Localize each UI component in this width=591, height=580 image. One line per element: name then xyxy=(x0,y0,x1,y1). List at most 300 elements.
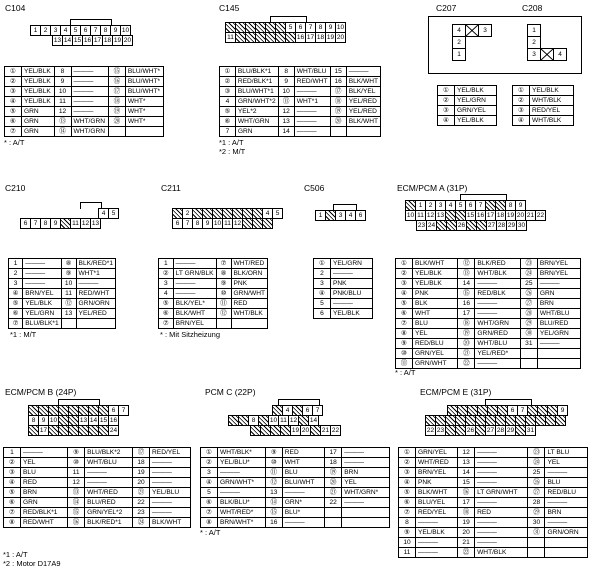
pin-cavity: 11 xyxy=(222,218,233,229)
pin-row xyxy=(396,349,581,359)
wire-color: ——— xyxy=(218,488,266,498)
wire-color: PNK/BLU xyxy=(331,289,373,299)
wire-color: ——— xyxy=(346,67,380,77)
pin-number: ㉗ xyxy=(520,299,537,309)
pin-row xyxy=(438,106,497,116)
pin-number: ⑯ xyxy=(108,77,125,87)
pin-number: ⑨ xyxy=(216,279,231,289)
pin-number: ⑳ xyxy=(325,478,342,488)
pin-cavity: 1 xyxy=(415,200,426,211)
pin-number: ⑤ xyxy=(9,299,23,309)
wire-color: ——— xyxy=(475,538,528,548)
pin-cavity: 3 xyxy=(527,48,541,61)
wire-color: BLU/WHT* xyxy=(125,87,163,97)
pin-cavity: 9 xyxy=(325,22,336,33)
wire-color: ——— xyxy=(71,77,108,87)
pin-number: 19 xyxy=(458,518,475,528)
pin-cavity: 13 xyxy=(53,37,62,44)
pin-number: 8 xyxy=(399,518,416,528)
pin-number: 4 xyxy=(220,97,236,107)
pin-row xyxy=(159,309,268,319)
pin-cavity: 27 xyxy=(486,427,495,434)
pin-number: 16 xyxy=(330,77,346,87)
pin-number: ⑧ xyxy=(396,329,413,339)
pin-cavity: 4 xyxy=(445,200,456,211)
pin-number: ③ xyxy=(5,87,22,97)
pin-number: 13 xyxy=(278,117,294,127)
pin-cavity: 19 xyxy=(506,212,515,219)
pin-row xyxy=(4,508,191,518)
wire-color: PNK xyxy=(331,279,373,289)
pin-row xyxy=(399,488,588,498)
pin-cavity: 15 xyxy=(466,212,475,219)
pin-row xyxy=(438,116,497,126)
wire-color: YEL/RED xyxy=(346,107,380,117)
pin-number: 2 xyxy=(9,269,23,279)
wire-color: WHT xyxy=(413,309,458,319)
pin-number: 8 xyxy=(54,67,71,77)
ecma-connector-face xyxy=(405,200,545,230)
pin-row xyxy=(314,279,373,289)
wire-color: BRN/YEL xyxy=(537,259,580,269)
pin-number: ⑨ xyxy=(396,339,413,349)
pin-cavity: 11 xyxy=(70,218,81,229)
wire-color: BRN xyxy=(537,299,580,309)
pin-number: ⑨ xyxy=(399,528,416,538)
pcmc-notes xyxy=(200,528,220,537)
pin-number: ㉛ xyxy=(528,528,545,538)
pin-cavity: 6 xyxy=(355,210,366,221)
wire-color: ——— xyxy=(475,359,520,369)
wire-color: YEL/GRN xyxy=(331,259,373,269)
pin-number: 2 xyxy=(314,269,331,279)
pin-number: 30 xyxy=(528,518,545,528)
pin-number: ⑮ xyxy=(68,508,85,518)
pin-number: 3 xyxy=(201,468,218,478)
wire-color: WHT/BLK xyxy=(530,116,574,126)
wire-color: BRN/WHT* xyxy=(218,518,266,528)
c104-notes xyxy=(4,138,24,147)
wire-color: ——— xyxy=(282,518,324,528)
pin-cavity: 3 xyxy=(50,25,61,36)
pin-number: ⑱ xyxy=(330,97,346,107)
wire-color: YEL/BLK xyxy=(22,77,55,87)
wire-color: WHT/RED xyxy=(85,488,133,498)
pin-row xyxy=(220,97,381,107)
ecma-title: ECM/PCM A (31P) xyxy=(397,183,468,193)
pin-cavity: 21 xyxy=(526,212,535,219)
pin-cavity: 9 xyxy=(515,200,526,211)
pin-number: ⑰ xyxy=(133,448,150,458)
wire-color: WHT* xyxy=(125,107,163,117)
pin-number: ⑯ xyxy=(68,518,85,528)
pin-number xyxy=(520,349,537,359)
wire-color: YEL/BLK xyxy=(455,86,497,96)
wire-color: ——— xyxy=(76,279,115,289)
pin-number: ④ xyxy=(5,97,22,107)
pin-cavity: 9 xyxy=(202,218,213,229)
pin-number: ⑨ xyxy=(68,448,85,458)
pin-number: 18 xyxy=(325,458,342,468)
wire-color: GRN/YEL xyxy=(416,448,458,458)
pin-cavity: 7 xyxy=(30,218,41,229)
ecma-pin-table xyxy=(395,258,581,369)
pin-number: ① xyxy=(438,86,455,96)
pin-cavity: 26 xyxy=(466,427,475,434)
pin-row xyxy=(314,289,373,299)
pin-number: 13 xyxy=(265,488,282,498)
c208-pin-table xyxy=(512,85,574,126)
wire-color: ——— xyxy=(150,508,191,518)
c210-notes xyxy=(10,330,36,339)
wire-color: GRN xyxy=(21,498,68,508)
wire-color: WHT/GRN* xyxy=(342,488,390,498)
pin-row xyxy=(159,299,268,309)
pin-row xyxy=(4,478,191,488)
wire-color: GRN/RED xyxy=(475,329,520,339)
wire-color: WHT/BLU xyxy=(294,67,330,77)
pin-cavity: 14 xyxy=(89,417,98,424)
pin-row xyxy=(314,259,373,269)
wire-color: BLU/WHT*1 xyxy=(235,87,278,97)
c210-title: C210 xyxy=(5,183,26,193)
c207-title: C207 xyxy=(436,3,457,13)
connector-lock-tab xyxy=(485,399,532,406)
wire-color: GRN* xyxy=(282,498,324,508)
wire-color xyxy=(537,359,580,369)
pin-number: 1 xyxy=(159,259,174,269)
pin-cavity: 9 xyxy=(50,218,61,229)
pin-number: ⑫ xyxy=(458,259,475,269)
pin-number: ⑲ xyxy=(108,107,125,117)
wire-color: ——— xyxy=(475,458,528,468)
pin-number: ㉙ xyxy=(528,508,545,518)
pin-number: 11 xyxy=(54,97,71,107)
wire-color: BRN/YEL xyxy=(416,468,458,478)
wire-color: BRN xyxy=(342,468,390,478)
pin-number: 8 xyxy=(278,67,294,77)
pin-cavity: 4 xyxy=(452,24,466,37)
pin-cavity: 7 xyxy=(182,218,193,229)
pin-number: 22 xyxy=(325,498,342,508)
wire-color: ——— xyxy=(331,299,373,309)
pin-cavity: 1 xyxy=(527,24,541,37)
pin-number: ⑥ xyxy=(5,117,22,127)
pin-cavity: 4 xyxy=(262,208,273,219)
footnote: *2 : Motor D17A9 xyxy=(3,559,61,568)
empty-cavity xyxy=(555,415,566,426)
pin-row xyxy=(5,117,164,127)
connector-lock-tab xyxy=(278,399,320,406)
pin-cavity: 10 xyxy=(49,417,58,424)
wire-color: ——— xyxy=(23,269,61,279)
pin-number: 9 xyxy=(54,77,71,87)
pin-cavity: 8 xyxy=(248,415,259,426)
pin-number: ㉑ xyxy=(133,488,150,498)
wire-color: BRN/YEL xyxy=(537,269,580,279)
pin-number: ⑥ xyxy=(399,498,416,508)
wire-color: RED/BLK xyxy=(475,289,520,299)
pin-cavity: 14 xyxy=(309,417,318,424)
pin-number: 28 xyxy=(528,498,545,508)
pin-cavity: 20 xyxy=(336,34,345,41)
wire-color: YEL/BLK xyxy=(22,67,55,77)
wire-color: ——— xyxy=(475,448,528,458)
pin-cavity: 5 xyxy=(70,25,81,36)
wire-color: GRN xyxy=(537,289,580,299)
pin-row xyxy=(399,498,588,508)
wire-color: BLU xyxy=(21,468,68,478)
pin-cavity: 17 xyxy=(93,37,102,44)
pin-cavity: 8 xyxy=(505,200,516,211)
pin-cavity: 8 xyxy=(192,218,203,229)
pin-number: 6 xyxy=(314,309,331,319)
ecme-connector-face xyxy=(425,405,567,435)
pin-cavity: 7 xyxy=(90,25,101,36)
pin-number: ㉖ xyxy=(528,478,545,488)
wire-color: ——— xyxy=(342,458,390,468)
wire-color: RED/BLK*1 xyxy=(235,77,278,87)
wire-color: YEL/BLK xyxy=(455,116,497,126)
pin-row xyxy=(159,269,268,279)
wire-color: ——— xyxy=(475,468,528,478)
pin-row xyxy=(220,67,381,77)
wire-color: ——— xyxy=(150,498,191,508)
wire-color: ——— xyxy=(23,279,61,289)
pin-number: ⑦ xyxy=(216,259,231,269)
wire-color xyxy=(545,548,588,558)
wire-color: ——— xyxy=(537,279,580,289)
pin-row xyxy=(201,468,390,478)
pin-row xyxy=(9,309,116,319)
pin-row xyxy=(159,289,268,299)
wire-color: ——— xyxy=(85,478,133,488)
wire-color: WHT/BLK* xyxy=(218,448,266,458)
pin-cavity: 12 xyxy=(81,220,90,227)
c506-title: C506 xyxy=(304,183,325,193)
pin-number: ⑧ xyxy=(4,518,21,528)
pin-number: 17 xyxy=(458,498,475,508)
wire-color: ——— xyxy=(218,468,266,478)
pin-number: ④ xyxy=(513,116,530,126)
pin-number: ④ xyxy=(438,116,455,126)
pin-number: ㉙ xyxy=(520,319,537,329)
wire-color: BLK/WHT xyxy=(416,488,458,498)
footnote: *1 : M/T xyxy=(10,330,37,339)
pin-cavity: 29 xyxy=(507,222,516,229)
connector-lock-tab xyxy=(58,399,100,406)
pin-row xyxy=(396,309,581,319)
wire-color: ——— xyxy=(537,339,580,349)
pin-row xyxy=(201,478,390,488)
wire-color: RED/YEL xyxy=(530,106,574,116)
wire-color: LT GRN/WHT xyxy=(475,488,528,498)
wire-color: BLU xyxy=(413,319,458,329)
blocked-cavity xyxy=(465,24,479,37)
wire-color: WHT/RED xyxy=(231,259,268,269)
wire-color: YEL/BLK xyxy=(416,528,458,538)
pin-row xyxy=(220,87,381,97)
pin-number: 10 xyxy=(61,279,76,289)
pin-cavity: 5 xyxy=(108,208,119,219)
pin-cavity: 6 xyxy=(507,405,518,416)
wire-color: BLK/RED*1 xyxy=(76,259,115,269)
wire-color: BRN/YEL xyxy=(23,289,61,299)
connector-lock-tab xyxy=(460,194,507,201)
pin-number: ⑥ xyxy=(220,117,236,127)
pin-row xyxy=(396,269,581,279)
wire-color: ——— xyxy=(331,269,373,279)
pin-cavity: 18 xyxy=(496,212,505,219)
wire-color: BLK/WHT xyxy=(346,117,380,127)
wire-color: GRN/WHT*2 xyxy=(235,97,278,107)
pin-number: ① xyxy=(201,448,218,458)
pin-cavity: 3 xyxy=(335,210,346,221)
pin-number: ③ xyxy=(513,106,530,116)
pin-cavity: 21 xyxy=(321,427,330,434)
wire-color: YEL/BLU* xyxy=(218,458,266,468)
ecme-title: ECM/PCM E (31P) xyxy=(420,387,492,397)
c211-notes xyxy=(160,330,220,339)
pin-number: 3 xyxy=(159,279,174,289)
pin-cavity: 19 xyxy=(113,37,122,44)
pin-cavity: 9 xyxy=(110,25,121,36)
wire-color: GRN/ORN xyxy=(545,528,588,538)
wire-color: BLK/ORN xyxy=(231,269,268,279)
pin-number: ⑥ xyxy=(396,309,413,319)
pin-cavity: 20 xyxy=(301,427,310,434)
wire-color: BLU/WHT xyxy=(282,478,324,488)
wire-color: ——— xyxy=(416,538,458,548)
c207-pin-table xyxy=(437,85,497,126)
pin-number: ⑲ xyxy=(325,468,342,478)
wire-color: BLK/BLU* xyxy=(218,498,266,508)
pin-cavity: 10 xyxy=(406,212,415,219)
wire-color: RED/WHT xyxy=(21,518,68,528)
pin-row xyxy=(396,359,581,369)
pin-number: ⑪ xyxy=(396,359,413,369)
wire-color: YEL/GRN xyxy=(23,309,61,319)
pin-number xyxy=(528,548,545,558)
wire-color: LT BLU xyxy=(545,448,588,458)
wire-color: ——— xyxy=(85,468,133,478)
pin-cavity: 22 xyxy=(536,212,545,219)
pin-cavity: 7 xyxy=(118,405,129,416)
pin-number: ⑧ xyxy=(216,269,231,279)
pin-cavity: 6 xyxy=(465,200,476,211)
c145-connector-face xyxy=(225,22,345,42)
wire-color: WHT/BLK xyxy=(475,548,528,558)
pin-number: 14 xyxy=(458,279,475,289)
c210-connector-face xyxy=(20,208,118,228)
pin-cavity: 29 xyxy=(506,427,515,434)
ecmb-pin-table xyxy=(3,447,191,528)
wire-color: WHT/RED* xyxy=(218,508,266,518)
pin-cavity: 20 xyxy=(516,212,525,219)
pin-number: 25 xyxy=(520,279,537,289)
pin-number: ⑤ xyxy=(396,299,413,309)
pin-number: ㉖ xyxy=(520,289,537,299)
pin-number: ㉗ xyxy=(528,488,545,498)
pin-number: ⑪ xyxy=(216,299,231,309)
pin-number: 13 xyxy=(458,458,475,468)
pin-cavity: 6 xyxy=(302,405,313,416)
pin-number: ⑥ xyxy=(9,309,23,319)
pin-number: ② xyxy=(201,458,218,468)
pin-number: ⑦ xyxy=(9,319,23,329)
pin-number: 4 xyxy=(159,289,174,299)
c210-pin-table xyxy=(8,258,116,329)
pin-number: ④ xyxy=(9,289,23,299)
wire-color: BLU* xyxy=(282,508,324,518)
pin-number: 11 xyxy=(61,289,76,299)
wire-color: YEL/GRN xyxy=(537,329,580,339)
pin-cavity: 7 xyxy=(312,405,323,416)
wire-color: WHT* xyxy=(125,117,163,127)
pin-number: ⑳ xyxy=(108,117,125,127)
pin-number: 10 xyxy=(399,538,416,548)
pin-row xyxy=(399,508,588,518)
pin-number: ㉓ xyxy=(528,448,545,458)
pin-cavity: 16 xyxy=(476,212,485,219)
wire-color xyxy=(346,127,380,137)
pcmc-connector-face xyxy=(228,405,340,435)
pin-cavity: 7 xyxy=(305,22,316,33)
pin-number: ⑤ xyxy=(220,107,236,117)
pin-number: ⑱ xyxy=(458,319,475,329)
pin-cavity: 5 xyxy=(285,22,296,33)
wire-color: WHT/RED xyxy=(416,458,458,468)
pin-number: ⑥ xyxy=(159,309,174,319)
wire-color: PNK xyxy=(416,478,458,488)
wire-color: BLU xyxy=(282,468,324,478)
pin-row xyxy=(5,107,164,117)
wire-color xyxy=(545,538,588,548)
wire-color xyxy=(537,349,580,359)
pin-number: ⑭ xyxy=(265,498,282,508)
pin-cavity: 16 xyxy=(296,34,305,41)
pin-row xyxy=(399,468,588,478)
pin-number: 1 xyxy=(9,259,23,269)
pin-cavity: 15 xyxy=(99,417,108,424)
pin-number: 12 xyxy=(54,107,71,117)
pin-cavity: 22 xyxy=(426,427,435,434)
pin-number: ④ xyxy=(314,289,331,299)
pin-number: ② xyxy=(220,77,236,87)
wire-color: YEL/BLK xyxy=(22,97,55,107)
pin-cavity: 7 xyxy=(475,200,486,211)
pin-cavity: 30 xyxy=(517,222,526,229)
wire-color: WHT/GRN xyxy=(235,117,278,127)
wire-color: WHT/BLU xyxy=(85,458,133,468)
wire-color: BLU/WHT* xyxy=(125,77,163,87)
wire-color: GRN/ORN xyxy=(76,299,115,309)
wire-color xyxy=(342,518,390,528)
pin-number: 18 xyxy=(133,458,150,468)
pin-number: ⑰ xyxy=(330,87,346,97)
pin-cavity: 10 xyxy=(121,27,130,34)
pin-cavity: 6 xyxy=(20,218,31,229)
pin-number: ⑨ xyxy=(265,448,282,458)
wire-color: RED/WHT xyxy=(294,77,330,87)
ecma-notes xyxy=(395,368,415,377)
pin-number: 22 xyxy=(133,498,150,508)
pin-number: ⑦ xyxy=(396,319,413,329)
pin-row xyxy=(5,127,164,137)
pin-cavity: 8 xyxy=(100,25,111,36)
wire-color: WHT/BLK xyxy=(231,309,268,319)
wire-color: GRN xyxy=(22,127,55,137)
